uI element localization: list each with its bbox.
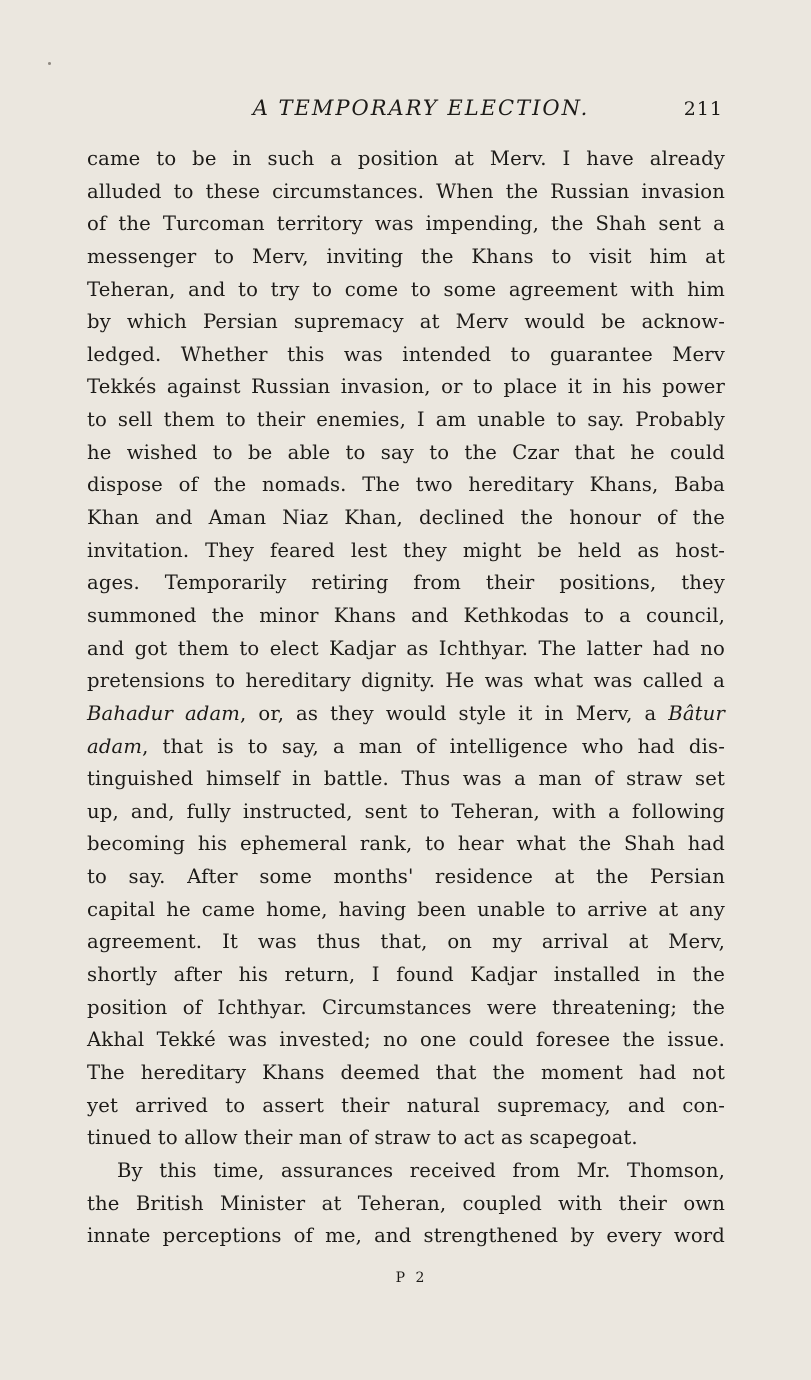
text-line: becoming his ephemeral rank, to hear what the Shah had [87, 832, 725, 856]
text-line: The hereditary Khans deemed that the moment had not [87, 1060, 725, 1084]
text-line: tinguished himself in battle. Thus was a man of straw set [87, 767, 725, 791]
text-line: of the Turcoman territory was impending, the Shah sent a [87, 212, 725, 236]
text-line: invitation. They feared lest they might be held as host- [87, 538, 725, 562]
text-line: pretensions to hereditary dignity. He was what was called a [87, 669, 725, 693]
text-line: to say. After some months' residence at the Persian [87, 865, 725, 889]
text-line: messenger to Merv, inviting the Khans to visit him at [87, 244, 725, 268]
text-line: he wished to be able to say to the Czar that he could [87, 440, 725, 464]
text-line: yet arrived to assert their natural supremacy, and con- [87, 1093, 725, 1117]
text-line: By this time, assurances received from Mr. Thomson, [117, 1158, 725, 1182]
text-line: shortly after his return, I found Kadjar installed in the [87, 963, 725, 987]
body-text [87, 143, 725, 1253]
text-line: Bahadur adam, or, as they would style it in Merv, a Bâtur [87, 701, 725, 725]
text-line: adam, that is to say, a man of intelligence who had dis- [87, 734, 725, 758]
text-line: capital he came home, having been unable to arrive at any [87, 897, 725, 921]
text-line: up, and, fully instructed, sent to Teheran, with a following [87, 799, 725, 823]
text-line: alluded to these circumstances. When the Russian invasion [87, 179, 725, 203]
text-line: to sell them to their enemies, I am unable to say. Probably [87, 408, 725, 432]
text-line: dispose of the nomads. The two hereditary Khans, Baba [87, 473, 725, 497]
text-line: position of Ichthyar. Circumstances were threatening; the [87, 995, 725, 1019]
text-line: Khan and Aman Niaz Khan, declined the honour of the [87, 506, 725, 530]
text-line: the British Minister at Teheran, coupled with their own [87, 1191, 725, 1215]
text-line: innate perceptions of me, and strengthened by every word [87, 1224, 725, 1248]
text-line: agreement. It was thus that, on my arrival at Merv, [87, 930, 725, 954]
paragraph [87, 1155, 725, 1253]
text-line: and got them to elect Kadjar as Ichthyar. The latter had no [87, 636, 725, 660]
paper-speck [48, 62, 51, 65]
page-number: 211 [683, 98, 723, 120]
text-line: by which Persian supremacy at Merv would be acknow- [87, 310, 725, 334]
text-line: summoned the minor Khans and Kethkodas to a council, [87, 603, 725, 627]
page-header [87, 96, 725, 130]
paragraph [87, 143, 725, 1155]
text-line: Teheran, and to try to come to some agreement with him [87, 277, 725, 301]
text-line: tinued to allow their man of straw to act as scapegoat. [87, 1126, 638, 1150]
text-line: Akhal Tekké was invested; no one could foresee the issue. [87, 1028, 725, 1052]
signature-mark: P 2 [395, 1270, 428, 1286]
text-line: ages. Temporarily retiring from their positions, they [87, 571, 725, 595]
text-line: ledged. Whether this was intended to guarantee Merv [87, 342, 725, 366]
text-line: Tekkés against Russian invasion, or to place it in his power [87, 375, 725, 399]
running-title: A TEMPORARY ELECTION. [252, 96, 590, 120]
text-line: came to be in such a position at Merv. I have already [87, 147, 725, 170]
